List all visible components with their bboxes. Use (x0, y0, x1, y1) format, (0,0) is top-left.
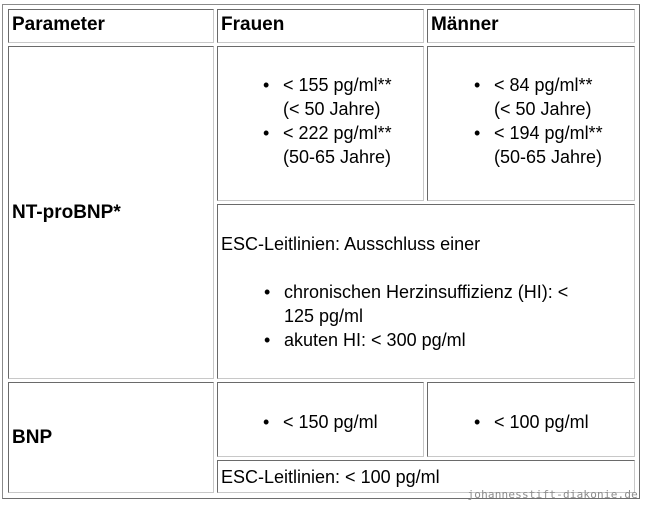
value-text: < 150 pg/ml (283, 412, 378, 432)
nt-probnp-esc-list (284, 280, 568, 352)
value-text: < 194 pg/ml** (494, 123, 603, 143)
cell-nt-probnp-frauen (217, 46, 424, 201)
list-item (494, 121, 603, 169)
row-label-bnp (8, 382, 214, 493)
header-parameter (8, 9, 214, 43)
header-frauen-text: Frauen (221, 14, 285, 35)
header-frauen (217, 9, 424, 43)
nt-probnp-esc-intro: ESC-Leitlinien: Ausschluss einer (221, 234, 481, 254)
value-text: < 155 pg/ml** (283, 75, 392, 95)
list-item (283, 121, 392, 169)
header-maenner (427, 9, 635, 43)
list-item (494, 73, 603, 121)
esc-item-text: chronischen Herzinsuffizienz (HI): < (284, 282, 569, 302)
list-item (283, 410, 378, 434)
list-item (283, 73, 392, 121)
esc-item-text: 125 pg/ml (284, 306, 364, 326)
list-item (284, 328, 568, 352)
cell-bnp-maenner (427, 382, 635, 457)
row-label-nt-probnp (8, 46, 214, 379)
header-parameter-text: Parameter (12, 14, 105, 35)
value-text: < 100 pg/ml (494, 412, 589, 432)
nt-probnp-frauen-list (283, 73, 392, 169)
esc-item-text: akuten HI: < 300 pg/ml (284, 330, 466, 350)
value-text: < 84 pg/ml** (494, 75, 593, 95)
age-range-text: (50-65 Jahre) (494, 147, 603, 167)
value-text: < 222 pg/ml** (283, 123, 392, 143)
cell-bnp-frauen (217, 382, 424, 457)
nt-probnp-maenner-list (494, 73, 603, 169)
row-label-nt-probnp-text: NT-proBNP* (12, 201, 121, 223)
bnp-frauen-list (283, 410, 378, 434)
watermark-text: johannesstift-diakonie.de (467, 488, 638, 501)
age-range-text: (< 50 Jahre) (283, 99, 381, 119)
cell-nt-probnp-maenner (427, 46, 635, 201)
bnp-maenner-list (494, 410, 589, 434)
header-maenner-text: Männer (431, 14, 499, 35)
list-item (494, 410, 589, 434)
age-range-text: (< 50 Jahre) (494, 99, 592, 119)
cell-nt-probnp-esc (217, 204, 635, 379)
list-item (284, 280, 568, 328)
bnp-esc-text: ESC-Leitlinien: < 100 pg/ml (221, 467, 440, 487)
age-range-text: (50-65 Jahre) (283, 147, 392, 167)
row-label-bnp-text: BNP (12, 426, 53, 448)
